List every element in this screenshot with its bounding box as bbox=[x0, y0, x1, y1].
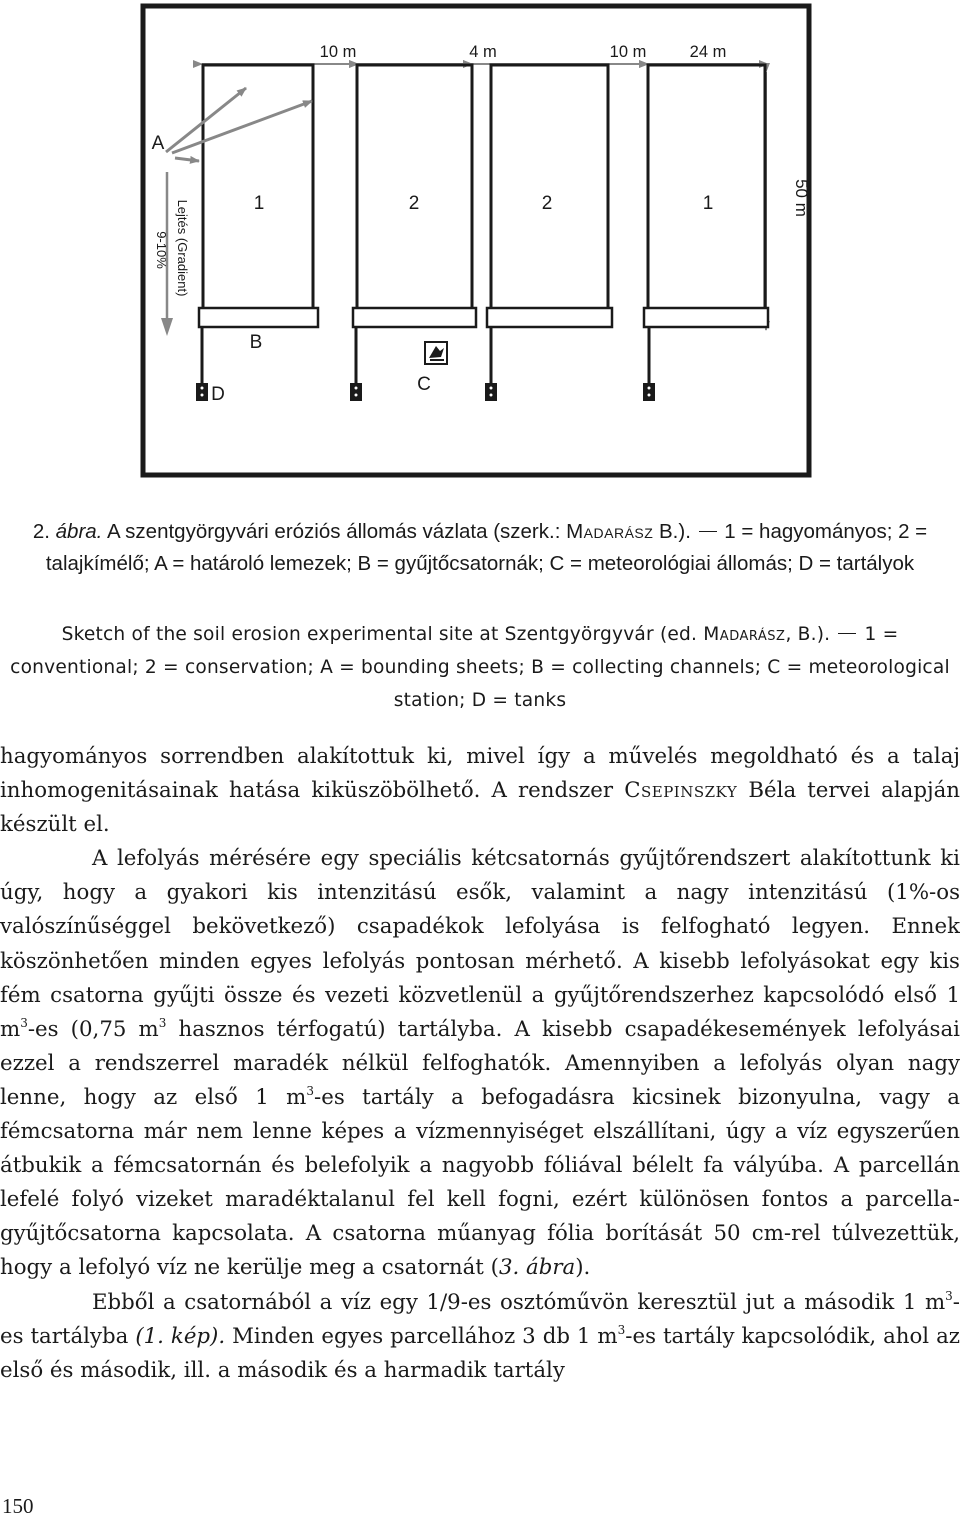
channel-3 bbox=[487, 308, 612, 327]
tank-icon bbox=[643, 383, 655, 401]
dim-label-1: 10 m bbox=[319, 43, 357, 61]
author-name: Madarász bbox=[703, 624, 786, 645]
em-dash bbox=[838, 633, 856, 634]
plot-3 bbox=[491, 65, 608, 310]
bounding-sheet-arrows bbox=[166, 88, 312, 161]
person-name: Csepinszky bbox=[624, 778, 738, 804]
plot-label-4: 1 bbox=[702, 193, 714, 214]
paragraph-1: hagyományos sorrendben alakítottuk ki, mivel így a művelés megoldható és a talaj inhomogenitásainak hatása kiküszöbölhető. A rendszer Csepinszky Béla tervei alapján készült el. bbox=[0, 744, 960, 838]
dim-label-length: 50 m bbox=[792, 179, 811, 217]
channel-1 bbox=[199, 308, 318, 327]
figure-caption-hungarian: 2. ábra. A szentgyörgyvári eróziós állomás vázlata (szerk.: Madarász B.). 1 = hagyományos; 2 = talajkímélő; A = határoló lemezek; B = gyűjtőcsatornák; C = meteorológiai állomás; D = tartályok bbox=[32, 520, 928, 575]
plot-2 bbox=[357, 65, 472, 310]
paragraph-2: A lefolyás mérésére egy speciális kétcsatornás gyűjtőrendszert alakítottunk ki úgy, hogy a gyakori kis intenzitású esők, valamint a nagy intenzitású (1%-os valószínűséggel bekövetkező) csapadékok lefolyása is felfogható legyen. Ennek köszönhetően minden egyes lefolyás pontosan mérhető. A kisebb lefolyásokat egy kis fém csatorna gyűjti össze és vezeti közvetlenül a gyűjtőrendszerhez kapcsolódó első 1 $m^3-es$ (0,75 $m^3$ hasznos térfogatú) tartályba. A kisebb csapadékesemények lefolyásai ezzel a rendszerrel maradék nélkül felfoghatók. Amennyiben a lefolyás olyan nagy lenne, hogy az első 1 $m^3-es$ tartály a befogadásra kicsinek bizonyulna, vagy a fémcsatorna már nem lenne képes a vízmennyiséget elszállítani, úgy a víz egyszerűen átbukik a fémcsatornán és belefolyik a nagyobb fóliával bélelt fa vályúba. A parcellán lefelé folyó vizeket maradéktalanul fel kell fogni, ezért különösen fontos a parcella-gyűjtőcsatorna kapcsolata. A csatorna műanyag fólia borítását 50 cm-rel túlvezettük, hogy a lefolyó víz ne kerülje meg a csatornát (3. ábra). bbox=[0, 846, 960, 1281]
label-a: A bbox=[151, 133, 165, 154]
paragraph-3: Ebből a csatornából a víz egy 1/9-es osztóművön keresztül jut a második 1 $m^3-es$ tartályba (1. kép). Minden egyes parcellához 3 db 1 $m^3-es$ tartály kapcsolódik, ahol az első és második, ill. a második és a harmadik tartály bbox=[0, 1288, 960, 1383]
plot-label-2: 2 bbox=[408, 193, 420, 214]
page-number: 150 bbox=[2, 1494, 34, 1518]
plot-label-1: 1 bbox=[253, 193, 265, 214]
body-text bbox=[0, 740, 960, 1388]
em-dash bbox=[699, 531, 717, 532]
dim-label-4: 24 m bbox=[689, 43, 727, 61]
channel-2 bbox=[353, 308, 476, 327]
label-d: D bbox=[211, 384, 225, 405]
photo-reference: (1. kép). bbox=[135, 1323, 226, 1349]
dim-label-2: 4 m bbox=[469, 43, 497, 61]
figure-word: ábra. bbox=[55, 520, 103, 543]
erosion-site-sketch bbox=[0, 0, 960, 490]
tank-icon bbox=[485, 383, 497, 401]
site-border bbox=[143, 6, 809, 475]
label-b: B bbox=[249, 332, 263, 353]
figure-caption-english: Sketch of the soil erosion experimental site at Szentgyörgyvár (ed. Madarász, B.). 1 = conventional; 2 = conservation; A = bounding sheets; B = collecting channels; C = meteorological station; D = tanks bbox=[10, 624, 950, 711]
plot-1 bbox=[203, 65, 313, 310]
tank-icon bbox=[196, 383, 208, 401]
dimension-lines bbox=[202, 64, 768, 330]
gradient-label: Lejtés (Gradient) bbox=[175, 199, 190, 297]
figure-reference: 3. ábra bbox=[498, 1255, 576, 1281]
dim-label-3: 10 m bbox=[609, 43, 647, 61]
collecting-channels bbox=[199, 308, 768, 327]
figure-number: 2. bbox=[32, 520, 50, 543]
plots bbox=[203, 65, 765, 310]
label-c: C bbox=[417, 374, 431, 395]
plot-4 bbox=[648, 65, 765, 310]
gradient-percent: 9-10% bbox=[154, 231, 169, 269]
channel-4 bbox=[644, 308, 768, 327]
tank-icon bbox=[350, 383, 362, 401]
author-name: Madarász bbox=[566, 520, 654, 543]
weather-station-icon bbox=[425, 342, 447, 364]
plot-label-3: 2 bbox=[541, 193, 553, 214]
